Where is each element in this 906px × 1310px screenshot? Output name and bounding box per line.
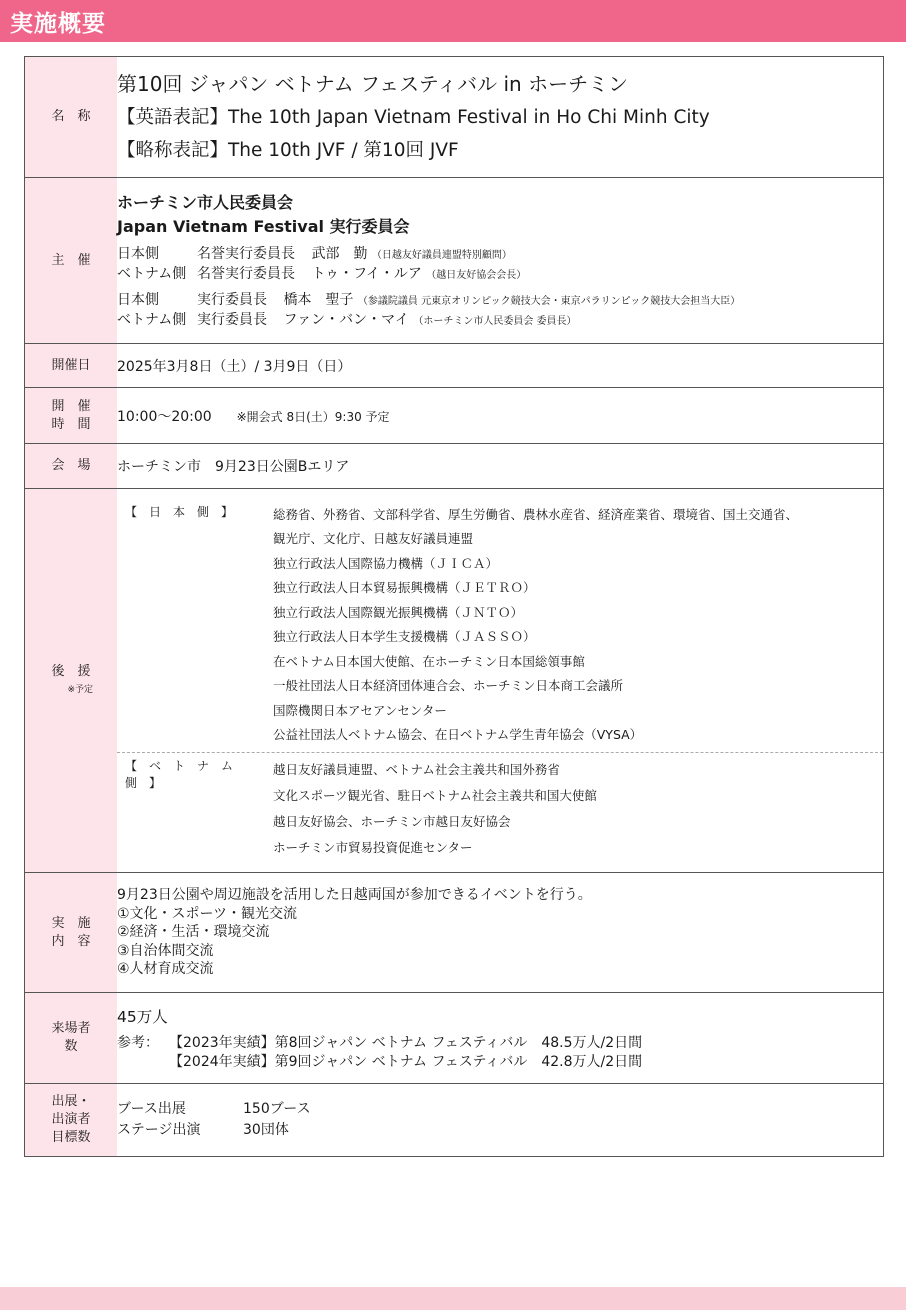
sponsor-item: 独立行政法人日本学生支援機構（ＪＡＳＳＯ） [273,629,536,644]
content-line: 9月23日公園や周辺施設を活用した日越両国が参加できるイベントを行う。 [117,887,592,904]
sponsor-item: 文化スポーツ観光省、駐日ベトナム社会主義共和国大使館 [273,787,597,803]
overview-table [24,56,884,1157]
row-name [25,57,884,178]
short-name: 【略称表記】The 10th JVF / 第10回 JVF [117,140,459,161]
label-organizer: 主 催 [25,178,118,344]
sponsor-item: 国際機関日本アセアンセンター [273,702,447,718]
person-row: ベトナム側 実行委員長 ファン・バン・マイ （ホーチミン市人民委員会 委員長） [117,311,577,328]
content-line: ③自治体間交流 [117,942,214,959]
reference-row: 参考： 【2023年実績】第8回ジャパン ベトナム フェスティバル 48.5万人/2日間 [117,1035,643,1051]
row-time [25,388,884,444]
sponsor-item: ホーチミン市貿易投資促進センター [273,839,473,855]
label-visitors: 来場者 数 [25,993,118,1084]
row-visitors [25,993,884,1084]
value-venue: ホーチミン市 9月23日公園Bエリア [117,444,884,489]
value-visitors [117,993,884,1084]
row-exhibits [25,1084,884,1157]
value-time [117,388,884,444]
festival-name: 第10回 ジャパン ベトナム フェスティバル in ホーチミン [117,72,629,96]
footer-bar [0,1287,906,1310]
time-note: ※開会式 8日(土）9:30 予定 [236,409,390,424]
booth-row: ブース出展 150ブース [117,1101,311,1117]
label-date: 開催日 [25,344,118,388]
label-venue: 会 場 [25,444,118,489]
sponsor-item: 一般社団法人日本経済団体連合会、ホーチミン日本商工会議所 [273,678,624,693]
label-exhibits: 出展・ 出演者 目標数 [25,1084,118,1157]
sponsor-item: 在ベトナム日本国大使館、在ホーチミン日本国総領事館 [273,653,585,669]
header-bar [0,0,906,42]
organizer-1: ホーチミン市人民委員会 [117,192,294,212]
vietnam-sponsor-list [273,757,597,861]
divider [117,752,883,753]
sponsor-item: 独立行政法人日本貿易振興機構（ＪＥＴＲＯ） [273,580,536,595]
page-title: 実施概要 [10,11,106,37]
vietnam-side-title: 【 ベ ト ナ ム 側 】 [125,758,246,790]
person-row: 日本側 名誉実行委員長 武部 勤 （日越友好議員連盟特別顧問） [117,245,512,262]
english-name: 【英語表記】The 10th Japan Vietnam Festival in Ho Chi Minh City [117,107,710,128]
label-name: 名 称 [25,57,118,178]
value-name [117,57,884,178]
label-content: 実 施 内 容 [25,873,118,993]
value-date: 2025年3月8日（土）/ 3月9日（日） [117,344,884,388]
label-sponsors: 後 援 ※予定 [25,489,118,873]
person-row: ベトナム側 名誉実行委員長 トゥ・フイ・ルア （越日友好協会会長） [117,265,527,282]
row-venue [25,444,884,489]
sponsor-item: 独立行政法人国際協力機構（ＪＩＣＡ） [273,555,499,571]
row-sponsors [25,489,884,873]
row-date [25,344,884,388]
japan-sponsor-list [273,503,798,748]
sponsor-item: 総務省、外務省、文部科学省、厚生労働省、農林水産省、経済産業省、環境省、国土交通省、 [273,506,799,522]
content-line: ②経済・生活・環境交流 [117,924,270,941]
visitor-count: 45万人 [117,1008,168,1026]
person-row: 日本側 実行委員長 橋本 聖子 （参議院議員 元東京オリンピック競技大会・東京パラリンピック競技大会担当大臣） [117,291,741,308]
label-time: 開 催 時 間 [25,388,118,444]
time-range: 10:00〜20:00 [117,408,212,425]
reference-row: 【2024年実績】第9回ジャパン ベトナム フェスティバル 42.8万人/2日間 [169,1054,643,1070]
value-content [117,873,884,993]
row-organizer [25,178,884,344]
row-content [25,873,884,993]
organizer-2: Japan Vietnam Festival 実行委員会 [117,216,410,236]
value-organizer [117,178,884,344]
sponsor-item: 観光庁、文化庁、日越友好議員連盟 [273,531,474,546]
sponsor-item: 越日友好議員連盟、ベトナム社会主義共和国外務省 [273,761,560,777]
sponsor-item: 公益社団法人ベトナム協会、在日ベトナム学生青年協会（VYSA） [273,727,643,742]
content-line: ①文化・スポーツ・観光交流 [117,905,297,922]
value-sponsors [117,489,884,873]
japan-side-title: 【 日 本 側 】 [125,504,234,519]
sponsor-item: 越日友好協会、ホーチミン市越日友好協会 [273,813,511,829]
value-exhibits [117,1084,884,1157]
content-line: ④人材育成交流 [117,961,214,978]
stage-row: ステージ出演 30団体 [117,1122,289,1138]
sponsor-item: 独立行政法人国際観光振興機構（ＪＮＴＯ） [273,604,524,620]
